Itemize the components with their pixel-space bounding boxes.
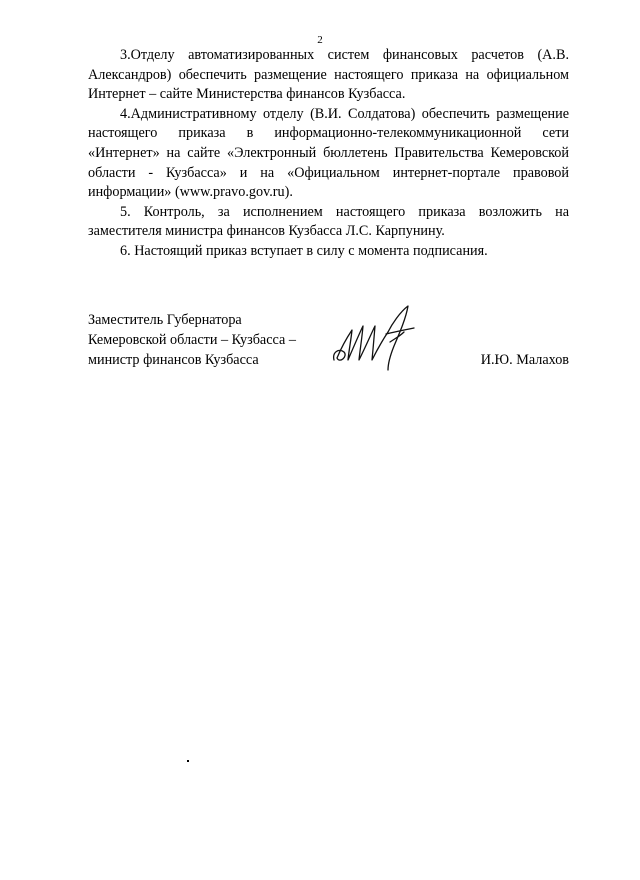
position-line-1: Заместитель Губернатора: [88, 312, 242, 328]
document-body: [88, 46, 569, 262]
paragraph-6: 6. Настоящий приказ вступает в силу с момента подписания.: [120, 242, 488, 259]
position-line-2: Кемеровской области – Кузбасса –: [88, 332, 296, 348]
paragraph-5: 5. Контроль, за исполнением настоящего приказа возложить на заместителя министра финансов Кузбасса Л.С. Карпунину.: [88, 203, 569, 240]
signer-name: И.Ю. Малахов: [480, 352, 569, 368]
position-line-3: министр финансов Кузбасса: [88, 352, 259, 368]
paragraph-3: 3.Отделу автоматизированных систем финансовых расчетов (А.В. Александров) обеспечить размещение настоящего приказа на официальном Интернет – сайте Министерства финансов Кузбасса.: [88, 47, 569, 103]
paragraph-4: 4.Административному отделу (В.И. Солдатова) обеспечить размещение настоящего приказа в информационно-телекоммуникационной сети «Интернет» на сайте «Электронный бюллетень Правительства Кемеровской области - Кузбасса» и на «Официальном интернет-портале правовой информации» (www.pravo.gov.ru).: [88, 105, 569, 201]
page-number: 2: [317, 34, 323, 46]
handwritten-signature: [330, 302, 422, 372]
scan-dot: [187, 760, 189, 762]
signatory-position: [88, 310, 296, 370]
